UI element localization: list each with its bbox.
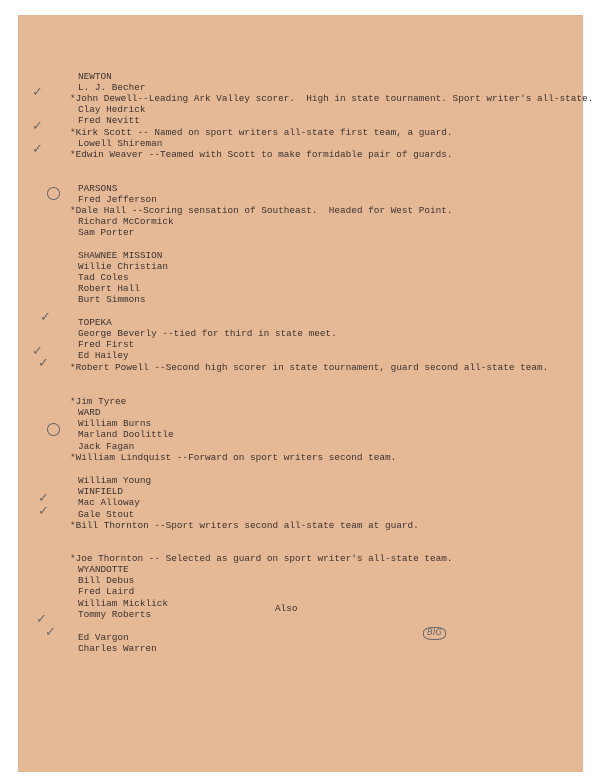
- check-mark-icon: ✓: [38, 504, 49, 519]
- typed-line: *Joe Thornton -- Selected as guard on sport writer's all-state team.: [70, 553, 453, 564]
- typed-line: NEWTON: [78, 71, 112, 82]
- check-mark-icon: ✓: [40, 310, 51, 325]
- typed-line: *Robert Powell --Second high scorer in state tournament, guard second all-state team.: [70, 362, 549, 373]
- typed-line: Ed Vargon: [78, 632, 129, 643]
- check-mark-icon: ✓: [38, 491, 49, 506]
- typed-line: Richard McCormick: [78, 216, 174, 227]
- typed-line: L. J. Becher: [78, 82, 146, 93]
- typed-line: *Kirk Scott -- Named on sport writers all-state first team, a guard.: [70, 127, 453, 138]
- typed-line: Jack Fagan: [78, 441, 135, 452]
- typed-line: WYANDOTTE: [78, 564, 129, 575]
- typed-line: Tad Coles: [78, 272, 129, 283]
- typed-line: Fred Nevitt: [78, 115, 140, 126]
- typed-line: Marland Doolittle: [78, 429, 174, 440]
- typed-line: *Dale Hall --Scoring sensation of Southeast. Headed for West Point.: [70, 205, 453, 216]
- typed-line: Charles Warren: [78, 643, 157, 654]
- typed-line: *Jim Tyree: [70, 396, 127, 407]
- typed-line: Willie Christian: [78, 261, 169, 272]
- typed-line: SHAWNEE MISSION: [78, 250, 163, 261]
- check-mark-icon: ✓: [45, 625, 56, 640]
- check-mark-icon: ✓: [32, 119, 43, 134]
- typed-line: Fred Laird: [78, 586, 135, 597]
- typed-page: [18, 15, 594, 772]
- typed-line: William Young: [78, 475, 152, 486]
- typed-line: *William Lindquist --Forward on sport writers second team.: [70, 452, 397, 463]
- hand-circle-icon: [47, 423, 60, 436]
- typed-line: *Bill Thornton --Sport writers second all-state team at guard.: [70, 520, 419, 531]
- typed-line: William Micklick: [78, 598, 169, 609]
- typed-line: Fred First: [78, 339, 135, 350]
- typed-line: *John Dewell--Leading Ark Valley scorer. High in state tournament. Sport writer's all-state.: [70, 93, 594, 104]
- check-mark-icon: ✓: [36, 612, 47, 627]
- check-mark-icon: ✓: [38, 356, 49, 371]
- typed-line: Fred Jefferson: [78, 194, 157, 205]
- typed-line: Tommy Roberts: [78, 609, 152, 620]
- typed-line: Burt Simmons: [78, 294, 146, 305]
- typed-line: Mac Alloway: [78, 497, 140, 508]
- also-heading: Also: [275, 603, 298, 614]
- check-mark-icon: ✓: [32, 142, 43, 157]
- typed-line: George Beverly --tied for third in state meet.: [78, 328, 337, 339]
- typed-line: William Burns: [78, 418, 152, 429]
- typed-line: Sam Porter: [78, 227, 135, 238]
- hand-circle-icon: [47, 187, 60, 200]
- typed-line: Ed Hailey: [78, 350, 129, 361]
- typed-line: PARSONS: [78, 183, 118, 194]
- typed-line: WINFIELD: [78, 486, 124, 497]
- typed-line: *Edwin Weaver --Teamed with Scott to make formidable pair of guards.: [70, 149, 453, 160]
- typed-line: TOPEKA: [78, 317, 112, 328]
- check-mark-icon: ✓: [32, 85, 43, 100]
- typed-line: Gale Stout: [78, 509, 135, 520]
- typed-line: Lowell Shireman: [78, 138, 163, 149]
- typed-line: WARD: [78, 407, 101, 418]
- typed-line: Clay Hedrick: [78, 104, 146, 115]
- typed-line: Bill Debus: [78, 575, 135, 586]
- handwritten-note: BIG: [423, 627, 446, 640]
- check-mark-icon: ✓: [32, 344, 43, 359]
- typed-line: Robert Hall: [78, 283, 140, 294]
